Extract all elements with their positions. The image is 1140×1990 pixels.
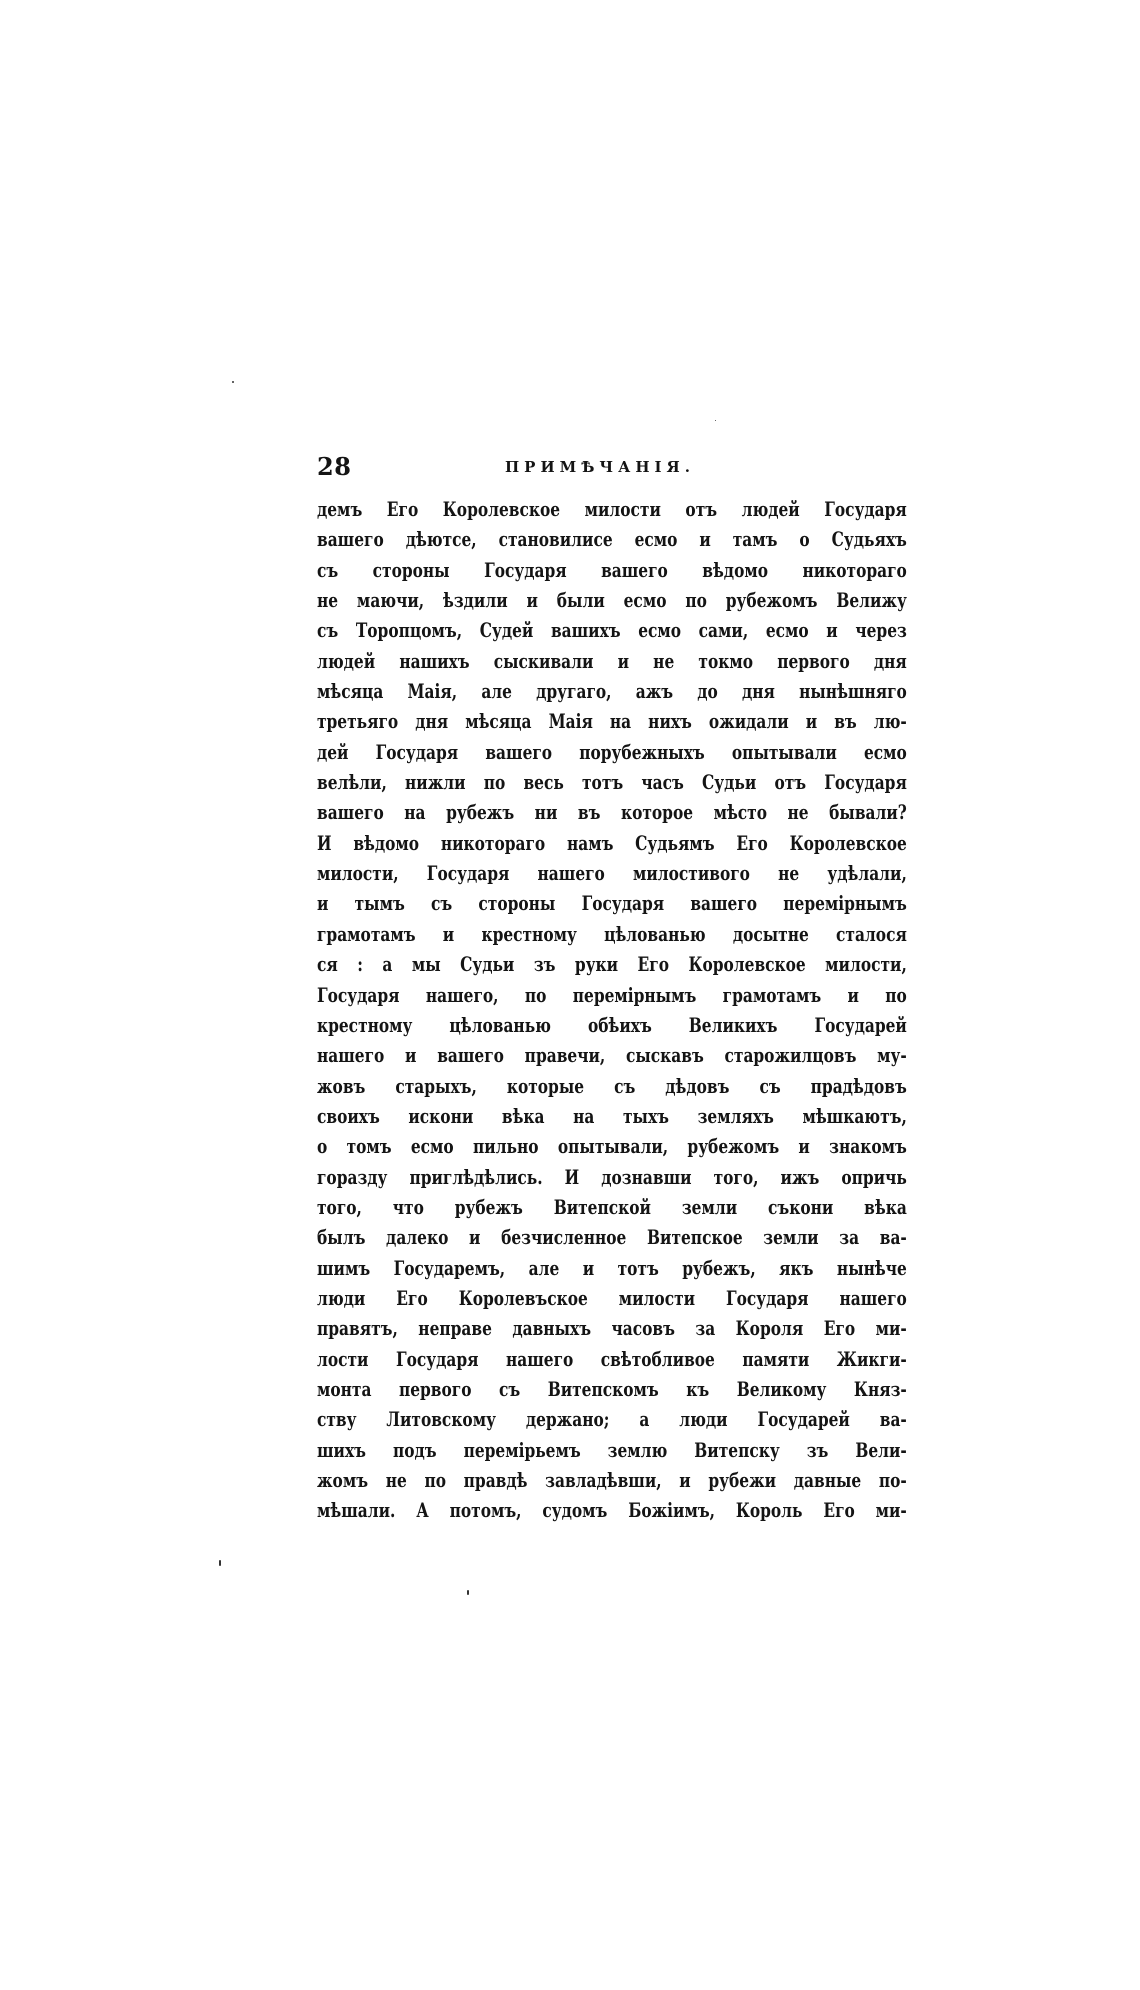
text-line: не маючи, ѣздили и были есмо по рубежомъ Велижу — [317, 588, 907, 613]
text-line: шимъ Государемъ, але и тотъ рубежъ, якъ нынѣче — [317, 1255, 907, 1280]
text-line: И вѣдомо никотораго намъ Судьямъ Его Королевское — [317, 830, 907, 855]
page-header — [317, 452, 705, 486]
scan-speck — [219, 1560, 221, 1566]
scan-speck — [467, 1590, 469, 1595]
text-line: люди Его Королевъское милости Государя нашего — [317, 1285, 907, 1310]
text-line: грамотамъ и крестному цѣлованью досытне сталося — [317, 921, 907, 946]
page-number: 28 — [317, 452, 352, 481]
text-line: вашего на рубежъ ни въ которое мѣсто не бывали? — [317, 800, 907, 825]
scan-speck — [232, 381, 234, 383]
text-line: Государя нашего, по перемірнымъ грамотамъ и по — [317, 982, 907, 1007]
text-line: того, что рубежъ Витепской земли съкони вѣка — [317, 1194, 907, 1219]
text-line: мѣсяца Маія, але другаго, ажъ до дня нынѣшняго — [317, 679, 907, 704]
text-line: и тымъ съ стороны Государя вашего перемірнымъ — [317, 891, 907, 916]
text-line: лости Государя нашего свѣтобливое памяти Жикги- — [317, 1346, 907, 1371]
text-line: былъ далеко и безчисленное Витепское земли за ва- — [317, 1225, 907, 1250]
text-line: ся : а мы Судьи зъ руки Его Королевское милости, — [317, 952, 907, 977]
text-line: людей нашихъ сыскивали и не токмо первого дня — [317, 648, 907, 673]
text-line: вашего дѣютсе, становилисе есмо и тамъ о Судьяхъ — [317, 527, 907, 552]
text-line: съ Торопцомъ, Судей вашихъ есмо сами, есмо и через — [317, 618, 907, 643]
text-line: ству Литовскому держано; а люди Государей ва- — [317, 1407, 907, 1432]
text-line: нашего и вашего правечи, сыскавъ старожилцовъ му- — [317, 1043, 907, 1068]
text-line: демъ Его Королевское милости отъ людей Государя — [317, 497, 907, 521]
text-line: своихъ искони вѣка на тыхъ земляхъ мѣшкаютъ, — [317, 1103, 907, 1128]
text-line: мѣшали. А потомъ, судомъ Божіимъ, Король Его ми- — [317, 1498, 907, 1523]
text-line: милости, Государя нашего милостивого не удѣлали, — [317, 861, 907, 886]
text-line: велѣли, нижли по весь тотъ часъ Судьи отъ Государя — [317, 770, 907, 795]
body-text — [317, 494, 907, 1526]
text-line: съ стороны Государя вашего вѣдомо никотораго — [317, 557, 907, 582]
text-line: крестному цѣлованью обѣихъ Великихъ Государей — [317, 1012, 907, 1037]
text-line: третьяго дня мѣсяца Маія на нихъ ожидали и въ лю- — [317, 709, 907, 734]
text-line: жовъ старыхъ, которые съ дѣдовъ съ прадѣдовъ — [317, 1073, 907, 1098]
text-line: монта первого съ Витепскомъ къ Великому Княз- — [317, 1376, 907, 1401]
text-line: шихъ подъ перемірьемъ землю Витепску зъ Вели- — [317, 1437, 907, 1462]
text-line: о томъ есмо пильно опытывали, рубежомъ и знакомъ — [317, 1134, 907, 1159]
text-line: дей Государя вашего порубежныхъ опытывали есмо — [317, 739, 907, 764]
scan-speck — [715, 420, 716, 421]
text-line: правятъ, неправе давныхъ часовъ за Короля Его ми- — [317, 1316, 907, 1341]
running-head: ПРИМѢЧАНІЯ. — [505, 458, 695, 476]
text-line: жомъ не по правдѣ завладѣвши, и рубежи давные по- — [317, 1468, 907, 1492]
text-line: горазду приглѣдѣлись. И дознавши того, ижъ опричь — [317, 1164, 907, 1189]
